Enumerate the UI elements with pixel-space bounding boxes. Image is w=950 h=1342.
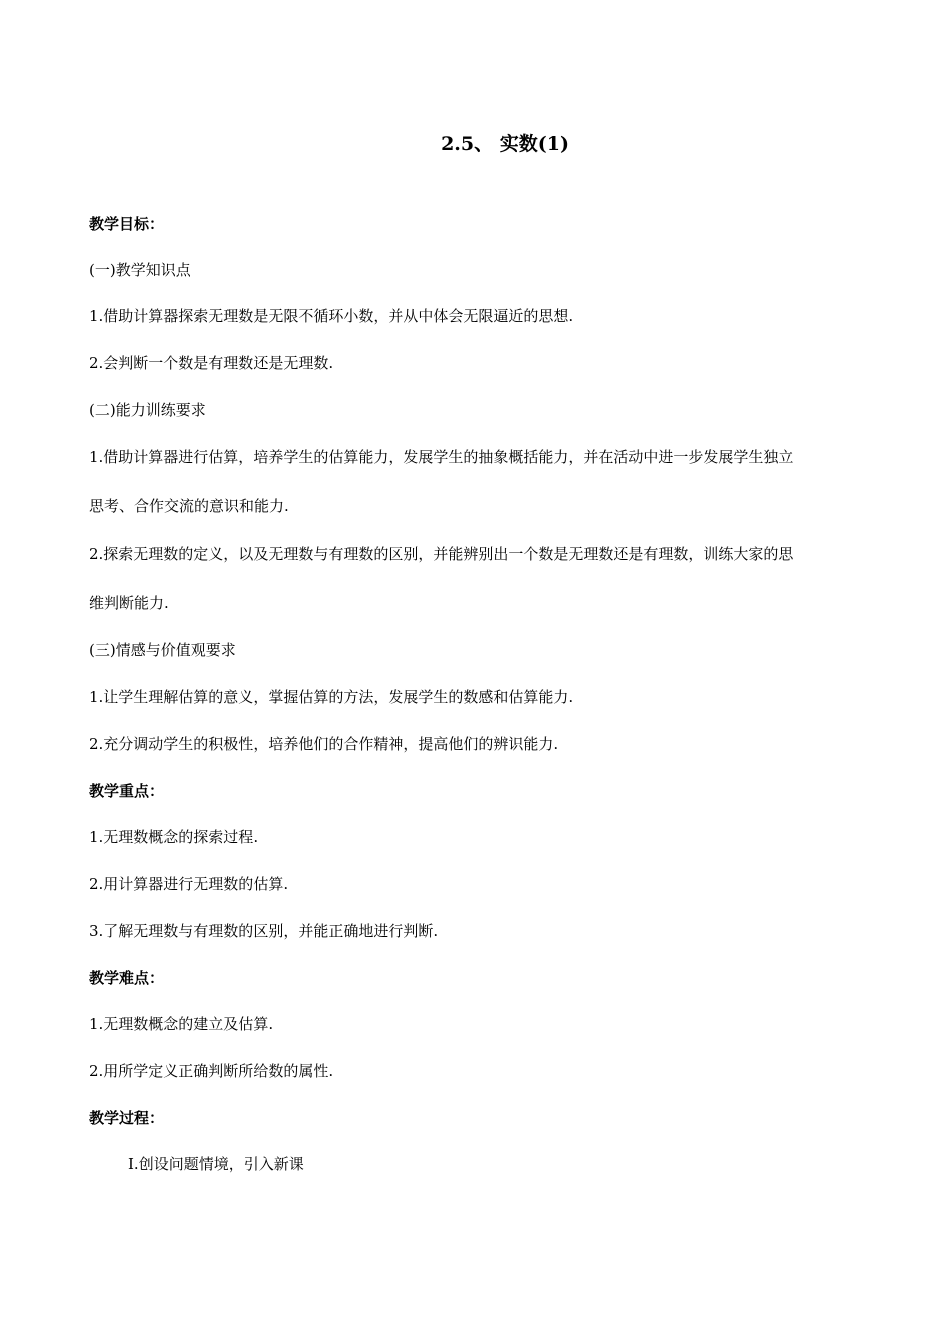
process-step-1: Ⅰ.创设问题情境，引入新课 bbox=[128, 1155, 304, 1173]
paragraph-line: 1.无理数概念的建立及估算. bbox=[89, 1015, 274, 1033]
paragraph-line: 1.让学生理解估算的意义，掌握估算的方法，发展学生的数感和估算能力. bbox=[89, 688, 574, 706]
section-heading-process: 教学过程： bbox=[89, 1109, 165, 1127]
paragraph-line: 2.用所学定义正确判断所给数的属性. bbox=[89, 1062, 334, 1080]
paragraph-line: 1.无理数概念的探索过程. bbox=[89, 828, 259, 846]
subsection-emotion: (三)情感与价值观要求 bbox=[89, 641, 236, 659]
document-title: 2.5、 实数(1) bbox=[441, 133, 569, 155]
paragraph-line: 2.探索无理数的定义，以及无理数与有理数的区别，并能辨别出一个数是无理数还是有理数，训练大家的思 bbox=[89, 545, 794, 563]
section-heading-objectives: 教学目标： bbox=[89, 215, 165, 233]
paragraph-line: 思考、合作交流的意识和能力. bbox=[89, 497, 289, 515]
paragraph-line: 3.了解无理数与有理数的区别，并能正确地进行判断. bbox=[89, 922, 439, 940]
section-heading-key-points: 教学重点： bbox=[89, 782, 165, 800]
paragraph-line: 维判断能力. bbox=[89, 594, 169, 612]
subsection-ability: (二)能力训练要求 bbox=[89, 401, 206, 419]
paragraph-line: 2.用计算器进行无理数的估算. bbox=[89, 875, 289, 893]
paragraph-line: 2.会判断一个数是有理数还是无理数. bbox=[89, 354, 334, 372]
paragraph-line: 2.充分调动学生的积极性，培养他们的合作精神，提高他们的辨识能力. bbox=[89, 735, 559, 753]
paragraph-line: 1.借助计算器探索无理数是无限不循环小数，并从中体会无限逼近的思想. bbox=[89, 307, 574, 325]
section-heading-difficulties: 教学难点： bbox=[89, 969, 165, 987]
paragraph-line: 1.借助计算器进行估算，培养学生的估算能力，发展学生的抽象概括能力，并在活动中进一步发展学生独立 bbox=[89, 448, 794, 466]
subsection-knowledge: (一)教学知识点 bbox=[89, 261, 191, 279]
